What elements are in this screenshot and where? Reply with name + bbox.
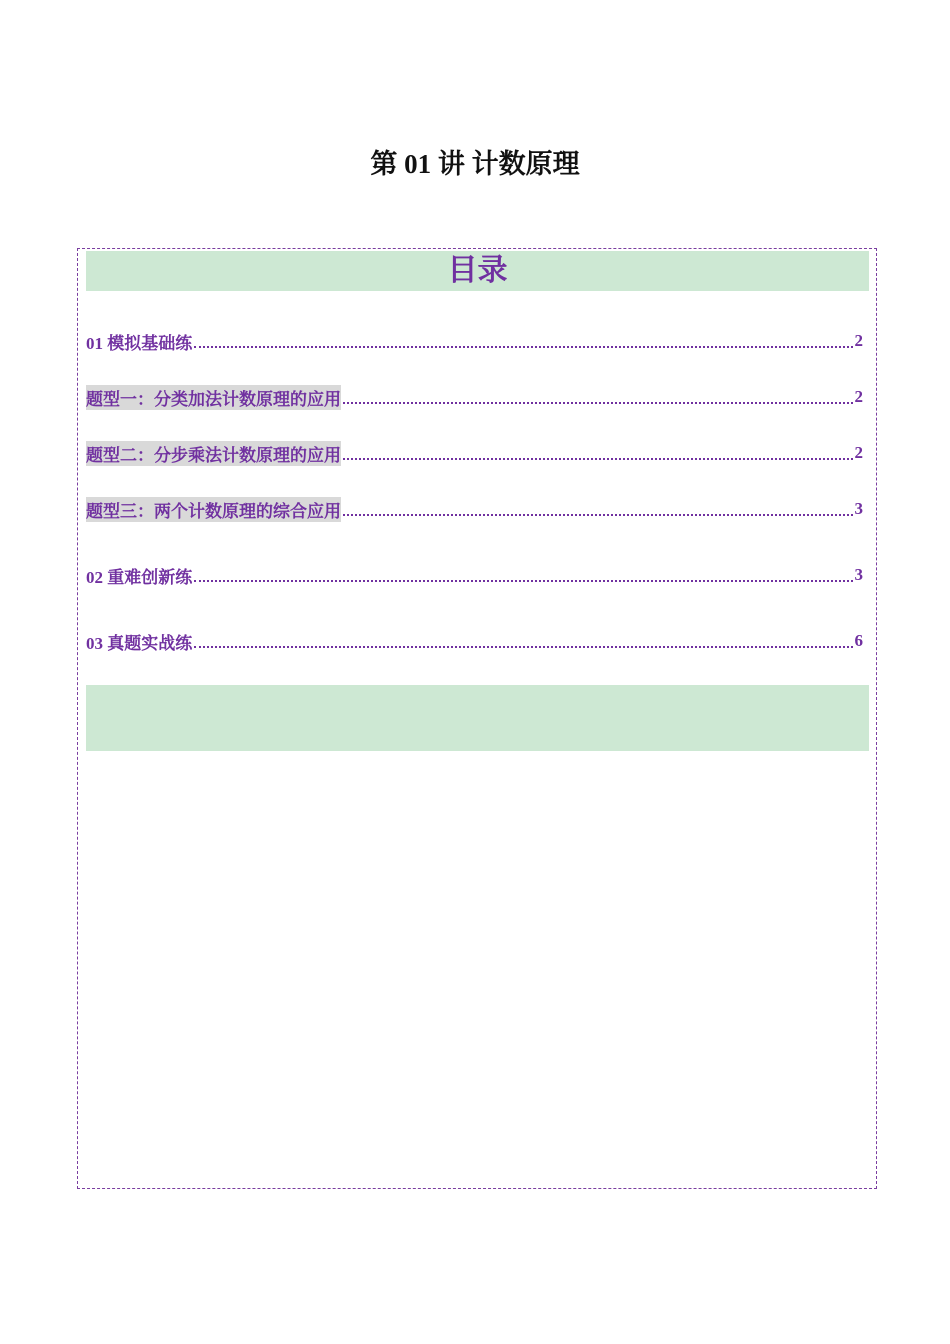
toc-leader-dots <box>194 580 852 582</box>
toc-leader-dots <box>194 346 852 348</box>
toc-entry-label: 题型一：分类加法计数原理的应用 <box>86 385 341 410</box>
toc-leader-dots <box>194 646 852 648</box>
toc-page-number: 2 <box>854 387 863 406</box>
toc-entry-label: 题型二：分步乘法计数原理的应用 <box>86 441 341 466</box>
toc-heading: 目录 <box>447 253 508 288</box>
toc-entry-type-1[interactable] <box>86 384 863 410</box>
toc-entry-label: 02 重难创新练 <box>86 567 193 587</box>
toc-page-number: 2 <box>854 443 863 462</box>
toc-entry-type-3[interactable] <box>86 496 863 522</box>
toc-footer-band <box>86 685 869 751</box>
toc-leader-dots <box>343 458 853 460</box>
toc-page-number: 3 <box>854 565 863 584</box>
table-of-contents <box>77 248 877 1189</box>
toc-entry-exam-practice[interactable] <box>86 628 863 654</box>
toc-entry-basic-practice[interactable] <box>86 328 863 354</box>
page-title: 第 01 讲 计数原理 <box>370 149 580 179</box>
toc-entry-type-2[interactable] <box>86 440 863 466</box>
toc-heading-band <box>86 251 869 291</box>
toc-leader-dots <box>343 514 853 516</box>
toc-page-number: 6 <box>854 631 863 650</box>
toc-entry-label: 03 真题实战练 <box>86 633 193 653</box>
toc-entry-label: 题型三：两个计数原理的综合应用 <box>86 497 341 522</box>
toc-leader-dots <box>343 402 853 404</box>
toc-page-number: 2 <box>854 331 863 350</box>
toc-entry-label: 01 模拟基础练 <box>86 333 193 353</box>
toc-entry-innovation-practice[interactable] <box>86 562 863 588</box>
toc-page-number: 3 <box>854 499 863 518</box>
